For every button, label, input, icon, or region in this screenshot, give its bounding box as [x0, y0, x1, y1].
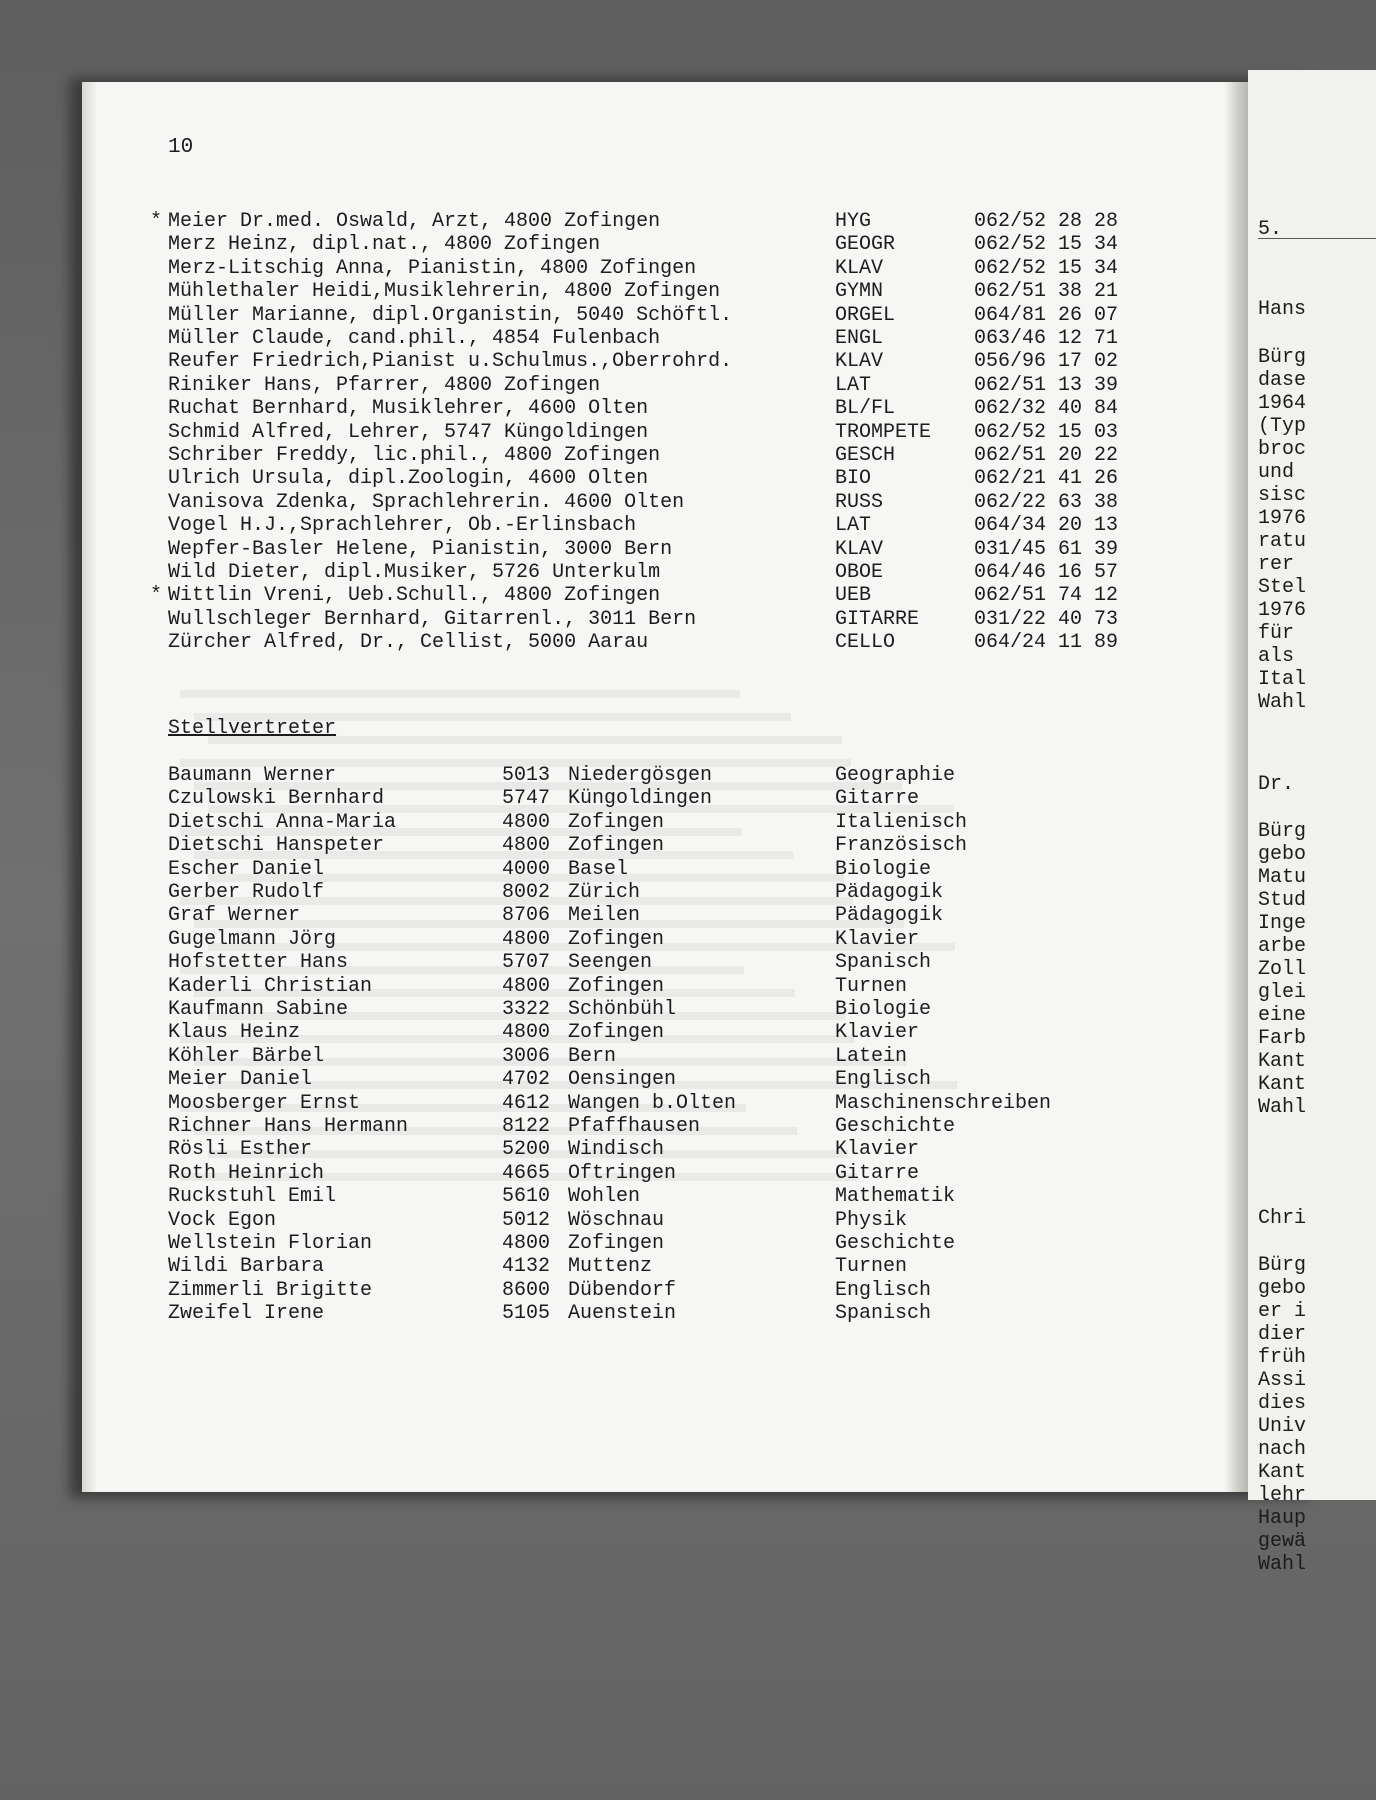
- facing-page-line: Univ: [1258, 1415, 1307, 1438]
- deputy-subject: Englisch: [835, 1068, 932, 1092]
- deputy-town: Meilen: [568, 904, 641, 928]
- teacher-entry: Wild Dieter, dipl.Musiker, 5726 Unterkulm: [168, 561, 661, 584]
- deputy-zip: 5707: [502, 951, 551, 975]
- deputy-row: [150, 1255, 1150, 1278]
- teacher-entry: Wepfer-Basler Helene, Pianistin, 3000 Bern: [168, 537, 673, 561]
- deputy-name: Roth Heinrich: [168, 1161, 325, 1185]
- facing-page-line: Haup: [1258, 1507, 1307, 1530]
- teacher-entry: Müller Marianne, dipl.Organistin, 5040 Schöftl.: [168, 303, 733, 327]
- deputy-subject: Klavier: [835, 1021, 920, 1045]
- deputy-row: [150, 1209, 1150, 1232]
- teacher-entry: Merz Heinz, dipl.nat., 4800 Zofingen: [168, 233, 601, 257]
- deputy-town: Zofingen: [568, 974, 665, 998]
- deputy-row: [150, 1138, 1150, 1161]
- teacher-entry: Reufer Friedrich,Pianist u.Schulmus.,Oberrohrd.: [168, 350, 733, 374]
- deputy-row: [150, 834, 1150, 857]
- facing-page-line: für: [1258, 622, 1295, 645]
- deputy-zip: 5747: [502, 787, 551, 811]
- deputy-zip: 4800: [502, 810, 551, 834]
- deputy-town: Seengen: [568, 951, 653, 975]
- facing-page-line: eine: [1258, 1004, 1307, 1027]
- teacher-subject: BIO: [835, 467, 872, 491]
- teacher-phone: 062/51 13 39: [974, 373, 1119, 397]
- facing-page-line: Wahl: [1258, 691, 1307, 714]
- deputy-row: [150, 1232, 1150, 1255]
- deputy-row: [150, 1045, 1150, 1068]
- facing-page-line: ratu: [1258, 530, 1307, 553]
- teacher-entry: Ruchat Bernhard, Musiklehrer, 4600 Olten: [168, 397, 649, 421]
- teacher-entry: Schriber Freddy, lic.phil., 4800 Zofingen: [168, 444, 661, 467]
- deputy-row: [150, 1115, 1150, 1138]
- teacher-subject: GITARRE: [835, 607, 920, 631]
- teacher-phone: 031/22 40 73: [974, 607, 1119, 631]
- deputy-zip: 4800: [502, 974, 551, 998]
- deputy-subject: Klavier: [835, 927, 920, 951]
- deputy-row: [150, 1302, 1150, 1325]
- deputy-name: Vock Egon: [168, 1208, 277, 1232]
- deputy-town: Pfaffhausen: [568, 1115, 701, 1138]
- deputy-name: Meier Daniel: [168, 1068, 313, 1092]
- deputy-name: Richner Hans Hermann: [168, 1115, 409, 1138]
- deputy-name: Moosberger Ernst: [168, 1091, 361, 1115]
- deputy-town: Zürich: [568, 881, 641, 904]
- teacher-row: [150, 608, 1150, 631]
- teacher-row: [150, 584, 1150, 607]
- deputy-name: Czulowski Bernhard: [168, 787, 385, 811]
- deputy-row: [150, 928, 1150, 951]
- facing-page-line: lehr: [1258, 1484, 1307, 1507]
- teacher-row: [150, 374, 1150, 397]
- deputy-zip: 4612: [502, 1091, 551, 1115]
- deputy-town: Dübendorf: [568, 1278, 677, 1302]
- guest-marker: *: [150, 584, 163, 608]
- deputy-town: Zofingen: [568, 810, 665, 834]
- deputy-row: [150, 881, 1150, 904]
- deputy-zip: 8122: [502, 1115, 551, 1138]
- facing-page-line: 5.: [1258, 218, 1283, 241]
- teacher-phone: 064/24 11 89: [974, 631, 1119, 655]
- facing-page-line: Assi: [1258, 1369, 1307, 1392]
- facing-page-line: Hans: [1258, 298, 1307, 321]
- facing-page-line: nach: [1258, 1438, 1307, 1461]
- teacher-phone: 064/34 20 13: [974, 514, 1119, 538]
- deputy-row: [150, 1068, 1150, 1091]
- deputy-town: Küngoldingen: [568, 787, 713, 811]
- deputy-name: Baumann Werner: [168, 764, 337, 787]
- facing-page-line: dies: [1258, 1392, 1307, 1415]
- deputy-town: Auenstein: [568, 1302, 677, 1326]
- deputy-zip: 4665: [502, 1161, 551, 1185]
- teacher-row: [150, 561, 1150, 584]
- teacher-row: [150, 514, 1150, 537]
- deputy-row: [150, 1021, 1150, 1044]
- teacher-subject: LAT: [835, 373, 872, 397]
- facing-page-line: Dr.: [1258, 773, 1295, 796]
- teacher-entry: Ulrich Ursula, dipl.Zoologin, 4600 Olten: [168, 467, 649, 491]
- teacher-row: [150, 421, 1150, 444]
- deputy-town: Muttenz: [568, 1255, 653, 1279]
- teacher-entry: Wullschleger Bernhard, Gitarrenl., 3011 Bern: [168, 607, 697, 631]
- deputy-name: Escher Daniel: [168, 857, 325, 881]
- facing-page-line: er i: [1258, 1300, 1307, 1323]
- facing-page-line: Wahl: [1258, 1553, 1307, 1576]
- facing-page-line: arbe: [1258, 935, 1307, 958]
- deputy-subject: Italienisch: [835, 810, 968, 834]
- deputy-subject: Englisch: [835, 1278, 932, 1302]
- deputy-subject: Geschichte: [835, 1232, 956, 1255]
- deputy-row: [150, 811, 1150, 834]
- facing-page-line: Matu: [1258, 866, 1307, 889]
- deputy-subject: Biologie: [835, 857, 932, 881]
- teacher-subject: GESCH: [835, 444, 896, 467]
- teacher-subject: TROMPETE: [835, 420, 932, 444]
- deputy-name: Kaufmann Sabine: [168, 998, 349, 1021]
- facing-page-line: Kant: [1258, 1073, 1307, 1096]
- teacher-subject: ORGEL: [835, 303, 896, 327]
- teacher-phone: 062/51 38 21: [974, 280, 1119, 304]
- teacher-phone: 064/46 16 57: [974, 561, 1119, 584]
- teacher-entry: Meier Dr.med. Oswald, Arzt, 4800 Zofingen: [168, 210, 661, 233]
- deputy-town: Basel: [568, 857, 629, 881]
- teacher-row: [150, 257, 1150, 280]
- teacher-phone: 062/21 41 26: [974, 467, 1119, 491]
- facing-page-line: 1964: [1258, 392, 1307, 415]
- teacher-entry: Vanisova Zdenka, Sprachlehrerin. 4600 Olten: [168, 490, 685, 514]
- deputy-row: [150, 975, 1150, 998]
- teacher-phone: 062/51 74 12: [974, 584, 1119, 608]
- deputy-row: [150, 1092, 1150, 1115]
- deputy-name: Klaus Heinz: [168, 1021, 301, 1045]
- deputy-town: Zofingen: [568, 834, 665, 858]
- deputy-name: Dietschi Anna-Maria: [168, 810, 397, 834]
- facing-page-line: dase: [1258, 369, 1307, 392]
- facing-page-line: (Typ: [1258, 415, 1307, 438]
- teacher-entry: Mühlethaler Heidi,Musiklehrerin, 4800 Zofingen: [168, 280, 721, 304]
- deputy-name: Ruckstuhl Emil: [168, 1185, 337, 1209]
- teacher-subject: BL/FL: [835, 397, 896, 421]
- deputy-town: Oftringen: [568, 1161, 677, 1185]
- facing-page-line: broc: [1258, 438, 1307, 461]
- facing-page-line: und: [1258, 461, 1295, 484]
- deputy-name: Hofstetter Hans: [168, 951, 349, 975]
- teacher-entry: Vogel H.J.,Sprachlehrer, Ob.-Erlinsbach: [168, 514, 637, 538]
- deputy-town: Zofingen: [568, 1021, 665, 1045]
- teacher-row: [150, 233, 1150, 256]
- facing-page-line: 1976: [1258, 507, 1307, 530]
- teacher-row: [150, 210, 1150, 233]
- deputies-heading: Stellvertreter: [168, 717, 337, 740]
- deputy-name: Zimmerli Brigitte: [168, 1278, 373, 1302]
- facing-page-line: Stel: [1258, 576, 1307, 599]
- deputy-subject: Spanisch: [835, 1302, 932, 1326]
- teacher-row: [150, 631, 1150, 654]
- facing-page-line: Ital: [1258, 668, 1307, 691]
- deputy-town: Wöschnau: [568, 1208, 665, 1232]
- facing-page-line: 1976: [1258, 599, 1307, 622]
- book-gutter: [1224, 82, 1248, 1492]
- deputy-zip: 4800: [502, 927, 551, 951]
- teacher-row: [150, 327, 1150, 350]
- teacher-entry: Merz-Litschig Anna, Pianistin, 4800 Zofingen: [168, 256, 697, 280]
- deputy-subject: Geographie: [835, 764, 956, 787]
- deputy-zip: 5012: [502, 1208, 551, 1232]
- deputy-subject: Maschinenschreiben: [835, 1091, 1052, 1115]
- deputy-zip: 5013: [502, 764, 551, 787]
- facing-page-line: Kant: [1258, 1050, 1307, 1073]
- teacher-subject: GEOGR: [835, 233, 896, 257]
- teacher-subject: UEB: [835, 584, 872, 608]
- teacher-row: [150, 280, 1150, 303]
- deputy-town: Wangen b.Olten: [568, 1091, 737, 1115]
- deputy-zip: 5105: [502, 1302, 551, 1326]
- deputy-town: Oensingen: [568, 1068, 677, 1092]
- teacher-row: [150, 538, 1150, 561]
- teacher-subject: OBOE: [835, 561, 884, 584]
- teacher-row: [150, 304, 1150, 327]
- teacher-phone: 062/52 15 34: [974, 256, 1119, 280]
- teacher-entry: Riniker Hans, Pfarrer, 4800 Zofingen: [168, 373, 601, 397]
- deputy-zip: 4800: [502, 834, 551, 858]
- teacher-phone: 062/52 15 03: [974, 420, 1119, 444]
- deputy-town: Schönbühl: [568, 998, 677, 1021]
- facing-page-line: Bürg: [1258, 1254, 1307, 1277]
- deputy-name: Dietschi Hanspeter: [168, 834, 385, 858]
- deputy-zip: 8002: [502, 881, 551, 904]
- deputy-zip: 5610: [502, 1185, 551, 1209]
- deputy-zip: 3322: [502, 998, 551, 1021]
- deputy-name: Köhler Bärbel: [168, 1044, 325, 1068]
- deputy-name: Gugelmann Jörg: [168, 927, 337, 951]
- teacher-phone: 062/22 63 38: [974, 490, 1119, 514]
- deputy-town: Zofingen: [568, 1232, 665, 1255]
- deputy-row: [150, 764, 1150, 787]
- teacher-subject: GYMN: [835, 280, 884, 304]
- deputy-town: Windisch: [568, 1138, 665, 1162]
- facing-page-line: glei: [1258, 981, 1307, 1004]
- deputy-subject: Turnen: [835, 974, 908, 998]
- teacher-row: [150, 397, 1150, 420]
- deputy-zip: 3006: [502, 1044, 551, 1068]
- deputy-zip: 4800: [502, 1232, 551, 1255]
- facing-page-line: Farb: [1258, 1027, 1307, 1050]
- deputy-zip: 8706: [502, 904, 551, 928]
- deputy-name: Graf Werner: [168, 904, 301, 928]
- deputy-town: Wohlen: [568, 1185, 641, 1209]
- deputy-zip: 4800: [502, 1021, 551, 1045]
- deputy-subject: Turnen: [835, 1255, 908, 1279]
- teacher-phone: 056/96 17 02: [974, 350, 1119, 374]
- teacher-phone: 062/51 20 22: [974, 444, 1119, 467]
- teacher-phone: 062/52 15 34: [974, 233, 1119, 257]
- deputy-town: Zofingen: [568, 927, 665, 951]
- deputy-row: [150, 904, 1150, 927]
- deputy-zip: 5200: [502, 1138, 551, 1162]
- deputy-name: Wildi Barbara: [168, 1255, 325, 1279]
- deputy-row: [150, 1185, 1150, 1208]
- deputy-town: Niedergösgen: [568, 764, 713, 787]
- page-edge: [82, 82, 96, 1492]
- facing-page-line: Bürg: [1258, 820, 1307, 843]
- facing-page-line: früh: [1258, 1346, 1307, 1369]
- deputy-name: Gerber Rudolf: [168, 881, 325, 904]
- deputy-subject: Spanisch: [835, 951, 932, 975]
- facing-page-line: Kant: [1258, 1461, 1307, 1484]
- deputy-name: Wellstein Florian: [168, 1232, 373, 1255]
- deputy-zip: 4000: [502, 857, 551, 881]
- deputy-row: [150, 998, 1150, 1021]
- teacher-subject: KLAV: [835, 537, 884, 561]
- facing-page-line: Bürg: [1258, 346, 1307, 369]
- deputy-subject: Gitarre: [835, 787, 920, 811]
- deputy-row: [150, 858, 1150, 881]
- guest-marker: *: [150, 210, 163, 233]
- facing-page-line: dier: [1258, 1323, 1307, 1346]
- deputy-row: [150, 1279, 1150, 1302]
- teacher-entry: Wittlin Vreni, Ueb.Schull., 4800 Zofingen: [168, 584, 661, 608]
- deputy-subject: Biologie: [835, 998, 932, 1021]
- deputy-subject: Französisch: [835, 834, 968, 858]
- deputy-subject: Physik: [835, 1208, 908, 1232]
- deputy-name: Kaderli Christian: [168, 974, 373, 998]
- deputy-zip: 4132: [502, 1255, 551, 1279]
- teacher-row: [150, 491, 1150, 514]
- deputy-subject: Gitarre: [835, 1161, 920, 1185]
- facing-page-line: Inge: [1258, 912, 1307, 935]
- facing-page-line: Chri: [1258, 1207, 1307, 1230]
- deputy-name: Rösli Esther: [168, 1138, 313, 1162]
- teacher-entry: Schmid Alfred, Lehrer, 5747 Küngoldingen: [168, 420, 649, 444]
- teacher-entry: Zürcher Alfred, Dr., Cellist, 5000 Aarau: [168, 631, 649, 655]
- teacher-entry: Müller Claude, cand.phil., 4854 Fulenbach: [168, 327, 661, 350]
- facing-page-line: Wahl: [1258, 1096, 1307, 1119]
- facing-page-line: rer: [1258, 553, 1295, 576]
- teacher-phone: 062/32 40 84: [974, 397, 1119, 421]
- teacher-row: [150, 467, 1150, 490]
- teacher-row: [150, 350, 1150, 373]
- deputy-zip: 8600: [502, 1278, 551, 1302]
- deputy-subject: Pädagogik: [835, 904, 944, 928]
- deputy-name: Zweifel Irene: [168, 1302, 325, 1326]
- facing-page-line: gewä: [1258, 1530, 1307, 1553]
- teacher-phone: 063/46 12 71: [974, 327, 1119, 350]
- facing-page-line: als: [1258, 645, 1295, 668]
- deputy-row: [150, 951, 1150, 974]
- teacher-subject: CELLO: [835, 631, 896, 655]
- deputy-subject: Latein: [835, 1044, 908, 1068]
- facing-page-line: gebo: [1258, 843, 1307, 866]
- deputy-subject: Pädagogik: [835, 881, 944, 904]
- teacher-phone: 064/81 26 07: [974, 303, 1119, 327]
- teacher-subject: KLAV: [835, 350, 884, 374]
- facing-page-line: gebo: [1258, 1277, 1307, 1300]
- deputy-subject: Mathematik: [835, 1185, 956, 1209]
- deputy-town: Bern: [568, 1044, 617, 1068]
- teacher-subject: KLAV: [835, 256, 884, 280]
- teacher-phone: 031/45 61 39: [974, 537, 1119, 561]
- facing-page-line: sisc: [1258, 484, 1307, 507]
- deputy-row: [150, 1162, 1150, 1185]
- facing-page-line: Stud: [1258, 889, 1307, 912]
- deputy-subject: Klavier: [835, 1138, 920, 1162]
- teacher-subject: LAT: [835, 514, 872, 538]
- page-number: 10: [168, 136, 194, 159]
- deputy-subject: Geschichte: [835, 1115, 956, 1138]
- teacher-subject: ENGL: [835, 327, 884, 350]
- teacher-subject: HYG: [835, 210, 872, 233]
- deputy-row: [150, 787, 1150, 810]
- teacher-row: [150, 444, 1150, 467]
- teacher-phone: 062/52 28 28: [974, 210, 1119, 233]
- deputy-zip: 4702: [502, 1068, 551, 1092]
- facing-page-line: Zoll: [1258, 958, 1307, 981]
- teacher-subject: RUSS: [835, 490, 884, 514]
